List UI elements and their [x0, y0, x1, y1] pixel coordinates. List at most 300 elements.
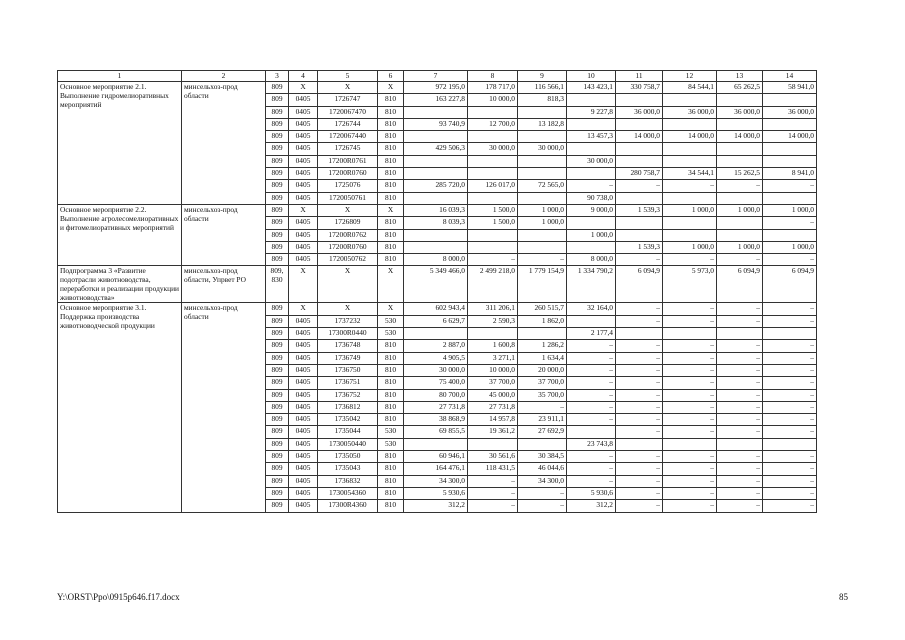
table-cell: 1 000,0	[518, 217, 567, 229]
table-cell: 23 743,8	[567, 438, 616, 450]
table-cell: 809	[266, 328, 289, 340]
table-cell: 810	[378, 340, 404, 352]
table-cell	[468, 106, 518, 118]
table-cell: 0405	[289, 131, 318, 143]
table-cell: 5 973,0	[663, 266, 717, 303]
table-cell	[717, 438, 763, 450]
table-cell: 17300R4360	[318, 500, 378, 512]
table-cell: 810	[378, 143, 404, 155]
header-cell: 13	[717, 71, 763, 82]
table-cell: 1 286,2	[518, 340, 567, 352]
table-cell: 30 000,0	[404, 364, 468, 376]
table-cell: 809	[266, 352, 289, 364]
table-cell: 6 094,9	[763, 266, 817, 303]
table-cell	[663, 438, 717, 450]
table-cell: 75 400,0	[404, 377, 468, 389]
table-cell: 1736812	[318, 401, 378, 413]
table-cell: –	[763, 500, 817, 512]
table-cell: 0405	[289, 143, 318, 155]
table-cell: –	[763, 414, 817, 426]
table-cell: X	[289, 204, 318, 216]
table-cell: 809	[266, 204, 289, 216]
table-cell: –	[717, 364, 763, 376]
table-cell: 1726809	[318, 217, 378, 229]
table-cell: 809, 830	[266, 266, 289, 303]
header-cell: 6	[378, 71, 404, 82]
table-cell: 58 941,0	[763, 82, 817, 94]
table-cell	[468, 328, 518, 340]
header-cell: 14	[763, 71, 817, 82]
table-cell: 1726745	[318, 143, 378, 155]
table-cell: –	[717, 463, 763, 475]
table-cell: 1 000,0	[663, 241, 717, 253]
table-cell: 809	[266, 438, 289, 450]
table-cell: –	[663, 401, 717, 413]
table-cell: 810	[378, 106, 404, 118]
table-cell: 0405	[289, 168, 318, 180]
table-cell: –	[717, 315, 763, 327]
table-cell: 34 300,0	[518, 475, 567, 487]
table-cell: 1736750	[318, 364, 378, 376]
table-cell: 23 911,1	[518, 414, 567, 426]
table-cell	[616, 438, 663, 450]
budget-table-sheet	[57, 70, 817, 513]
table-cell: 810	[378, 254, 404, 266]
table-cell: 1 000,0	[663, 204, 717, 216]
table-cell: 15 262,5	[717, 168, 763, 180]
table-cell	[717, 217, 763, 229]
table-cell	[567, 315, 616, 327]
table-cell	[567, 118, 616, 130]
table-cell: 5 930,6	[404, 487, 468, 499]
table-cell: 809	[266, 401, 289, 413]
table-cell: –	[663, 389, 717, 401]
table-cell: –	[616, 352, 663, 364]
table-cell: 809	[266, 315, 289, 327]
table-cell	[717, 94, 763, 106]
table-cell: 810	[378, 463, 404, 475]
table-cell: 10 000,0	[468, 94, 518, 106]
table-cell: 0405	[289, 500, 318, 512]
table-cell	[663, 192, 717, 204]
table-cell: 0405	[289, 192, 318, 204]
table-cell: –	[717, 303, 763, 315]
table-cell: 8 039,3	[404, 217, 468, 229]
table-cell: 1 634,4	[518, 352, 567, 364]
table-cell	[468, 229, 518, 241]
table-cell	[567, 217, 616, 229]
table-cell: 0405	[289, 475, 318, 487]
table-cell: 530	[378, 328, 404, 340]
table-cell: 1736749	[318, 352, 378, 364]
table-cell: 1 779 154,9	[518, 266, 567, 303]
table-cell: 1 539,3	[616, 204, 663, 216]
measure-name-cell: Основное мероприятие 3.1. Поддержка производства животноводческой продукции	[58, 303, 182, 512]
table-cell: 1 000,0	[717, 241, 763, 253]
table-cell	[763, 192, 817, 204]
table-cell: 1735050	[318, 451, 378, 463]
table-cell	[663, 217, 717, 229]
table-cell: –	[616, 303, 663, 315]
table-cell	[763, 143, 817, 155]
header-cell: 8	[468, 71, 518, 82]
table-cell: 810	[378, 192, 404, 204]
table-cell: 0405	[289, 217, 318, 229]
table-cell: –	[763, 180, 817, 192]
table-cell: 809	[266, 463, 289, 475]
table-cell: –	[518, 401, 567, 413]
table-cell	[717, 192, 763, 204]
table-cell	[663, 94, 717, 106]
table-cell: 36 000,0	[717, 106, 763, 118]
table-cell	[663, 328, 717, 340]
header-cell: 1	[58, 71, 182, 82]
table-cell: –	[763, 401, 817, 413]
table-cell: 72 565,0	[518, 180, 567, 192]
table-cell: 1735042	[318, 414, 378, 426]
table-cell: –	[717, 340, 763, 352]
table-cell: 810	[378, 118, 404, 130]
table-cell: 810	[378, 414, 404, 426]
table-cell: 0405	[289, 180, 318, 192]
table-cell	[717, 155, 763, 167]
table-cell: 429 506,3	[404, 143, 468, 155]
table-cell	[763, 438, 817, 450]
table-cell	[518, 241, 567, 253]
table-cell: 2 887,0	[404, 340, 468, 352]
table-cell	[567, 94, 616, 106]
table-cell	[663, 229, 717, 241]
table-cell	[717, 143, 763, 155]
table-cell: 118 431,5	[468, 463, 518, 475]
table-cell: –	[763, 303, 817, 315]
table-cell: –	[567, 352, 616, 364]
table-cell: 530	[378, 315, 404, 327]
table-cell: –	[663, 315, 717, 327]
table-cell: 1737232	[318, 315, 378, 327]
table-cell	[518, 168, 567, 180]
table-cell: X	[378, 82, 404, 94]
table-cell	[616, 94, 663, 106]
table-cell: 530	[378, 438, 404, 450]
table-cell: –	[717, 389, 763, 401]
table-cell: 34 300,0	[404, 475, 468, 487]
table-cell: 810	[378, 241, 404, 253]
table-row	[58, 82, 817, 94]
table-cell: –	[663, 463, 717, 475]
table-cell: –	[616, 377, 663, 389]
table-cell: 93 740,9	[404, 118, 468, 130]
table-cell: 810	[378, 500, 404, 512]
table-cell: 30 000,0	[518, 143, 567, 155]
table-cell: 809	[266, 340, 289, 352]
table-cell: 14 957,8	[468, 414, 518, 426]
table-cell: 37 700,0	[468, 377, 518, 389]
table-cell: 0405	[289, 328, 318, 340]
table-cell: 810	[378, 389, 404, 401]
table-cell	[567, 241, 616, 253]
table-cell: 809	[266, 82, 289, 94]
table-cell: X	[378, 266, 404, 303]
table-cell: 809	[266, 217, 289, 229]
table-cell: 164 476,1	[404, 463, 468, 475]
table-cell: 809	[266, 451, 289, 463]
table-cell: 3 271,1	[468, 352, 518, 364]
table-cell: –	[468, 475, 518, 487]
table-cell: 1 862,0	[518, 315, 567, 327]
table-cell: 1 539,3	[616, 241, 663, 253]
table-cell: –	[763, 340, 817, 352]
table-cell: –	[717, 414, 763, 426]
page-number: 85	[839, 592, 848, 602]
table-cell: X	[318, 204, 378, 216]
table-cell: 163 227,8	[404, 94, 468, 106]
table-cell: 13 182,8	[518, 118, 567, 130]
table-cell: –	[763, 487, 817, 499]
table-cell	[663, 155, 717, 167]
table-cell: 13 457,3	[567, 131, 616, 143]
table-cell: 0405	[289, 364, 318, 376]
table-cell: 60 946,1	[404, 451, 468, 463]
table-cell: 972 195,0	[404, 82, 468, 94]
table-cell: –	[663, 352, 717, 364]
table-cell: 810	[378, 131, 404, 143]
table-cell	[616, 143, 663, 155]
table-cell: 810	[378, 168, 404, 180]
table-cell	[763, 229, 817, 241]
table-cell: 810	[378, 155, 404, 167]
table-cell: 0405	[289, 254, 318, 266]
table-cell: –	[616, 414, 663, 426]
table-cell: 809	[266, 229, 289, 241]
table-cell: –	[518, 487, 567, 499]
table-cell: 1720067440	[318, 131, 378, 143]
table-cell: 9 000,0	[567, 204, 616, 216]
table-cell: –	[763, 315, 817, 327]
header-cell: 10	[567, 71, 616, 82]
table-cell: 2 590,3	[468, 315, 518, 327]
table-cell: –	[616, 254, 663, 266]
table-cell: 1736748	[318, 340, 378, 352]
table-cell: 0405	[289, 426, 318, 438]
table-cell: –	[616, 389, 663, 401]
table-cell: –	[763, 377, 817, 389]
table-cell: 809	[266, 475, 289, 487]
table-cell: X	[289, 303, 318, 315]
table-cell: 809	[266, 168, 289, 180]
table-cell: 809	[266, 131, 289, 143]
table-body	[58, 82, 817, 513]
table-cell: –	[763, 463, 817, 475]
table-cell: 126 017,0	[468, 180, 518, 192]
table-cell	[567, 168, 616, 180]
table-cell: –	[663, 340, 717, 352]
table-cell: 45 000,0	[468, 389, 518, 401]
table-cell: 0405	[289, 377, 318, 389]
table-cell: X	[378, 303, 404, 315]
measure-name-cell: Подпрограмма 3 «Развитие подотрасли животноводства, переработки и реализации продукции животноводства»	[58, 266, 182, 303]
header-cell: 4	[289, 71, 318, 82]
table-cell: 311 206,1	[468, 303, 518, 315]
table-cell: 6 094,9	[717, 266, 763, 303]
table-cell: 90 738,0	[567, 192, 616, 204]
table-cell: –	[567, 389, 616, 401]
table-cell: 1736832	[318, 475, 378, 487]
table-cell: 16 039,3	[404, 204, 468, 216]
table-cell: 17200R0760	[318, 241, 378, 253]
table-cell: 809	[266, 106, 289, 118]
table-cell: –	[567, 475, 616, 487]
table-cell: 36 000,0	[616, 106, 663, 118]
table-cell: 1 334 790,2	[567, 266, 616, 303]
table-cell: –	[567, 414, 616, 426]
header-cell: 9	[518, 71, 567, 82]
table-cell: –	[663, 303, 717, 315]
table-cell: 1 000,0	[717, 204, 763, 216]
table-cell: 5 349 466,0	[404, 266, 468, 303]
table-cell: 810	[378, 475, 404, 487]
table-cell: 34 544,1	[663, 168, 717, 180]
table-cell: 809	[266, 118, 289, 130]
table-cell	[518, 155, 567, 167]
table-cell: 30 000,0	[567, 155, 616, 167]
table-cell: –	[717, 352, 763, 364]
table-cell: 143 423,1	[567, 82, 616, 94]
table-cell: 330 758,7	[616, 82, 663, 94]
table-cell: –	[717, 487, 763, 499]
table-cell	[616, 155, 663, 167]
table-cell: 1726747	[318, 94, 378, 106]
table-cell	[404, 106, 468, 118]
table-cell	[567, 143, 616, 155]
table-cell: –	[616, 463, 663, 475]
table-cell: 17200R0761	[318, 155, 378, 167]
table-cell: 178 717,0	[468, 82, 518, 94]
table-cell: 17300R0440	[318, 328, 378, 340]
table-cell: –	[567, 377, 616, 389]
executor-cell: минсельхоз-прод области	[182, 204, 266, 265]
table-cell: 285 720,0	[404, 180, 468, 192]
table-cell: 32 164,0	[567, 303, 616, 315]
table-cell: 0405	[289, 229, 318, 241]
table-cell: 1725076	[318, 180, 378, 192]
table-cell: 0405	[289, 414, 318, 426]
table-cell: 17200R0762	[318, 229, 378, 241]
budget-table	[57, 70, 817, 513]
table-cell	[518, 131, 567, 143]
table-cell	[717, 229, 763, 241]
table-cell: 1 000,0	[763, 204, 817, 216]
table-cell: 1 600,8	[468, 340, 518, 352]
table-cell	[404, 192, 468, 204]
table-cell	[468, 155, 518, 167]
table-cell: 30 000,0	[468, 143, 518, 155]
table-cell: –	[717, 451, 763, 463]
table-cell: 69 855,5	[404, 426, 468, 438]
table-cell: X	[318, 266, 378, 303]
table-cell: –	[663, 487, 717, 499]
table-cell: 260 515,7	[518, 303, 567, 315]
table-cell: 38 868,9	[404, 414, 468, 426]
header-cell: 5	[318, 71, 378, 82]
table-cell: 19 361,2	[468, 426, 518, 438]
table-cell: 35 700,0	[518, 389, 567, 401]
table-cell: 1720067470	[318, 106, 378, 118]
table-cell: 809	[266, 155, 289, 167]
table-cell: –	[717, 426, 763, 438]
table-cell: –	[763, 475, 817, 487]
executor-cell: минсельхоз-прод области, Упрвет РО	[182, 266, 266, 303]
table-cell	[663, 118, 717, 130]
table-cell: 810	[378, 94, 404, 106]
table-cell: 1730050440	[318, 438, 378, 450]
table-cell	[518, 328, 567, 340]
table-cell: X	[289, 82, 318, 94]
table-cell: 14 000,0	[616, 131, 663, 143]
table-cell	[616, 229, 663, 241]
table-cell: 809	[266, 254, 289, 266]
table-cell: 1726744	[318, 118, 378, 130]
table-cell: 809	[266, 303, 289, 315]
table-cell: 4 905,5	[404, 352, 468, 364]
table-cell: –	[616, 340, 663, 352]
table-cell: –	[567, 463, 616, 475]
table-cell: 809	[266, 192, 289, 204]
table-cell: –	[663, 475, 717, 487]
table-cell: –	[518, 254, 567, 266]
table-cell: 810	[378, 451, 404, 463]
table-cell: 809	[266, 143, 289, 155]
table-cell: 810	[378, 352, 404, 364]
table-cell: 602 943,4	[404, 303, 468, 315]
table-cell: 14 000,0	[717, 131, 763, 143]
table-cell: 1 500,0	[468, 217, 518, 229]
table-cell: 280 758,7	[616, 168, 663, 180]
table-cell: 27 692,9	[518, 426, 567, 438]
table-cell: 36 000,0	[663, 106, 717, 118]
table-cell: 0405	[289, 389, 318, 401]
table-cell: 8 000,0	[567, 254, 616, 266]
table-cell: 84 544,1	[663, 82, 717, 94]
table-cell: –	[763, 254, 817, 266]
table-cell: –	[717, 401, 763, 413]
table-cell: –	[717, 377, 763, 389]
table-cell: –	[567, 401, 616, 413]
table-cell: 1736752	[318, 389, 378, 401]
table-cell: 8 000,0	[404, 254, 468, 266]
table-cell: 810	[378, 229, 404, 241]
table-cell	[468, 131, 518, 143]
table-cell: 9 227,8	[567, 106, 616, 118]
file-path: Y:\ORST\Ppo\0915p646.f17.docx	[57, 592, 180, 602]
table-cell: 5 930,6	[567, 487, 616, 499]
table-cell: –	[567, 451, 616, 463]
table-cell: 0405	[289, 401, 318, 413]
table-cell: 0405	[289, 106, 318, 118]
table-cell: 1735043	[318, 463, 378, 475]
table-cell	[616, 192, 663, 204]
measure-name-cell: Основное мероприятие 2.2. Выполнение агролесомелиоративных и фитомелиоративных мероприятий	[58, 204, 182, 265]
table-cell	[404, 168, 468, 180]
table-cell	[567, 426, 616, 438]
table-cell: 809	[266, 389, 289, 401]
table-cell: 2 499 218,0	[468, 266, 518, 303]
table-cell: –	[616, 180, 663, 192]
table-cell	[616, 118, 663, 130]
table-cell	[468, 168, 518, 180]
table-cell: –	[763, 352, 817, 364]
table-cell: 809	[266, 414, 289, 426]
